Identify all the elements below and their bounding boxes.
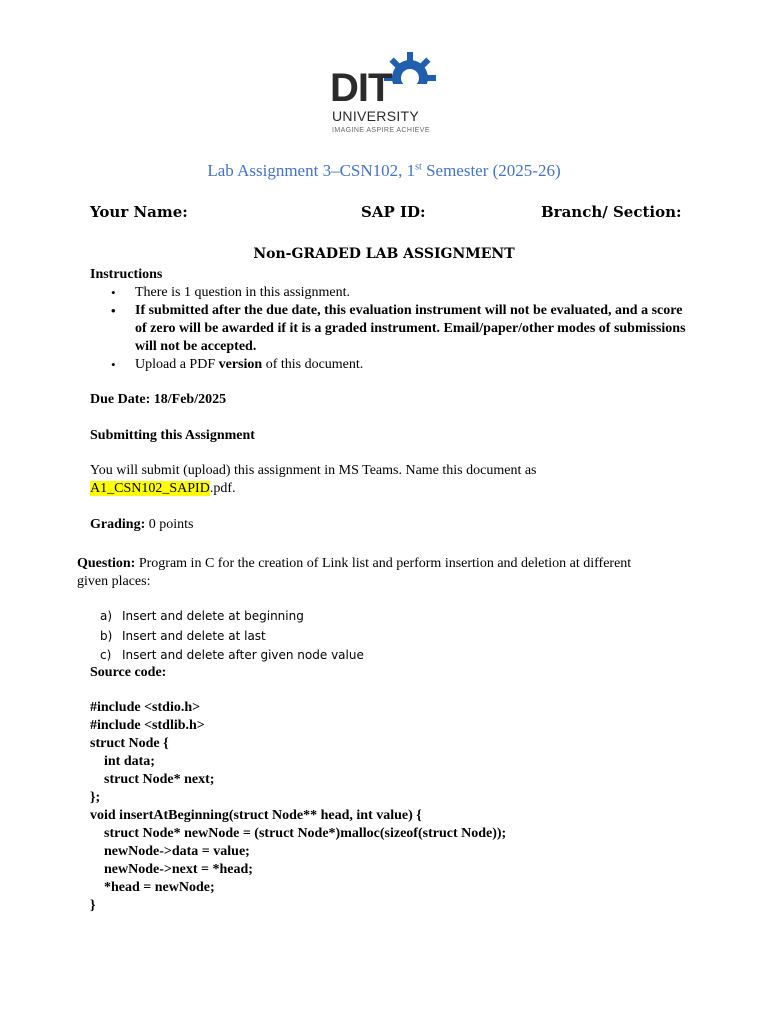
assignment-type: Non-GRADED LAB ASSIGNMENT [253,246,515,262]
university-logo [330,46,440,142]
part-text: Insert and delete at last [122,628,266,643]
instructions-list [90,284,735,374]
filename-extension: .pdf. [209,481,236,496]
question-parts [100,607,364,666]
list-item [135,356,735,374]
upload-text-end: of this document. [262,357,364,372]
list-item: • If submitted after the due date, this evaluation instrument will not be evaluated, and a score of zero will be awarded if it is a graded instrument. Email/paper/other modes of submissions will not be accepted. [135,302,690,356]
branch-section-label: Branch/ Section: [541,203,682,221]
question [77,555,637,591]
submitting-heading: Submitting this Assignment [90,428,255,443]
logo-university: UNIVERSITY [332,108,420,124]
list-item [100,627,364,647]
instructions-heading: Instructions [90,267,163,282]
list-item [100,607,364,627]
logo-wordmark: DIT [330,66,392,110]
page-title [0,161,768,181]
highlighted-filename: A1_CSN102_SAPID [90,481,210,496]
logo-tagline: IMAGINE ASPIRE ACHIEVE [332,127,430,134]
part-label: a) [100,609,113,623]
part-label: c) [100,648,112,662]
question-label: Question: [77,556,136,571]
list-item: • There is 1 question in this assignment. [135,284,735,302]
part-label: b) [100,628,113,643]
due-date: Due Date: 18/Feb/2025 [90,392,227,407]
upload-text: Upload a PDF [135,357,219,372]
title-prefix: Lab Assignment 3–CSN102, 1 [207,161,416,180]
title-suffix: Semester (2025-26) [421,161,561,180]
question-text: Program in C for the creation of Link list and perform insertion and deletion at different given places: [77,556,632,589]
part-text: Insert and delete after given node value [122,648,364,662]
grading [90,516,193,534]
part-text: Insert and delete at beginning [122,609,304,623]
upload-version: version [218,357,263,372]
source-code-block: #include <stdio.h> #include <stdlib.h> struct Node { int data; struct Node* next; }; void insertAtBeginning(struct Node** head, int value) { struct Node* newNode = (struct Node*)malloc(sizeof(struct Node)); newNode->data = value; newNode->next = *head; *head = newNode; } [90,700,507,913]
grading-value: 0 points [145,517,194,532]
list-item [100,646,364,666]
grading-label: Grading: [90,517,146,532]
title-superscript: st [415,161,422,173]
submitting-text: You will submit (upload) this assignment in MS Teams. Name this document as [90,463,537,478]
source-code-label: Source code: [90,665,167,680]
name-label: Your Name: [90,203,188,221]
sap-id-label: SAP ID: [361,203,426,221]
submitting-filename [90,480,235,498]
